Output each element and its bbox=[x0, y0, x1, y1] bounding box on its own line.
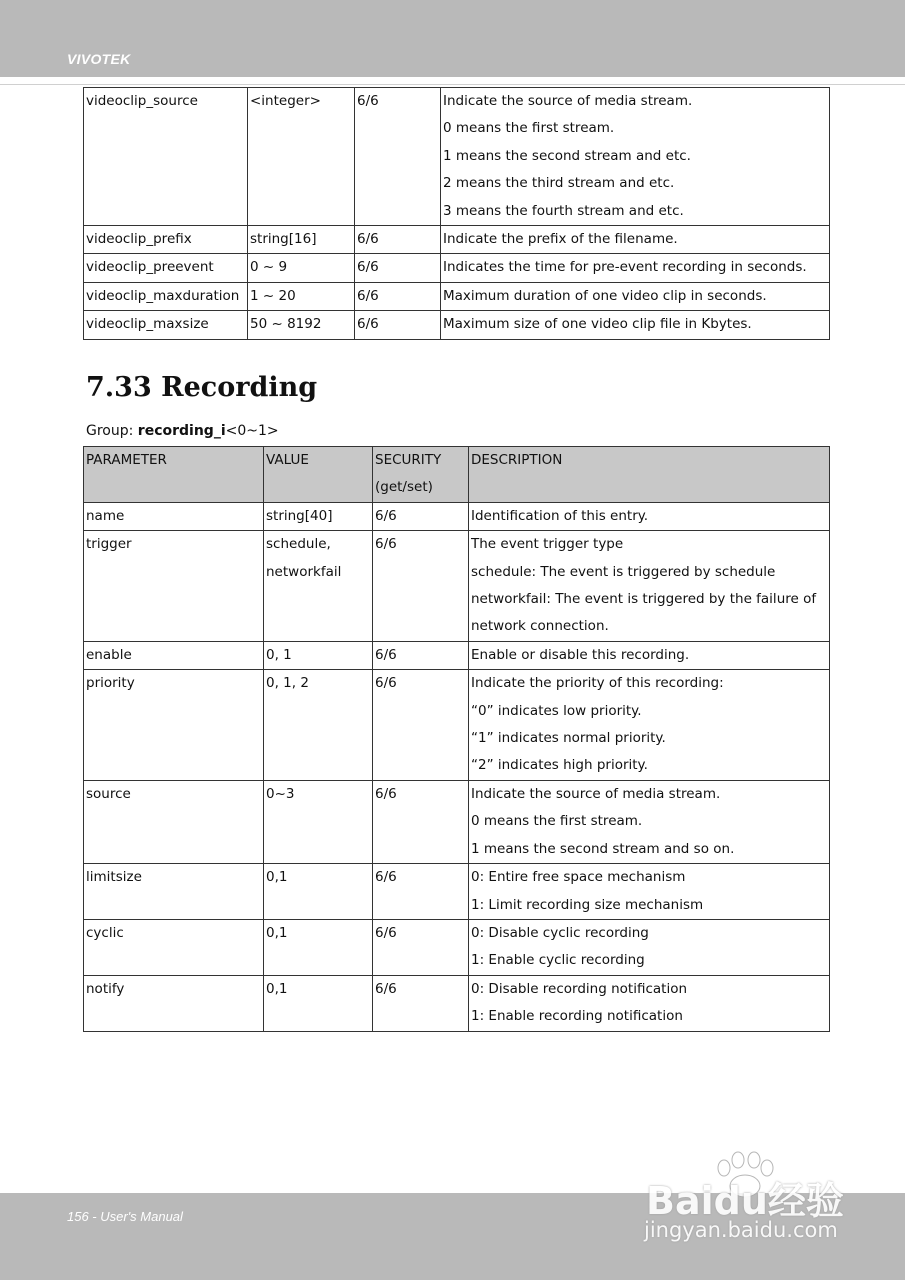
description-text: 0 means the first stream. bbox=[471, 813, 643, 830]
table-row bbox=[84, 531, 830, 642]
security-cell bbox=[373, 502, 469, 530]
table-row bbox=[84, 670, 830, 781]
watermark bbox=[640, 1150, 860, 1250]
description-cell bbox=[469, 780, 830, 863]
security-text: 6/6 bbox=[375, 536, 397, 553]
description-cell bbox=[441, 226, 830, 254]
description-text: 1: Enable recording notification bbox=[471, 1008, 683, 1025]
description-text: Enable or disable this recording. bbox=[471, 646, 690, 663]
description-text: Indicate the source of media stream. bbox=[471, 785, 721, 802]
security-text: 6/6 bbox=[375, 869, 397, 886]
description-text: Indicates the time for pre-event recording in seconds. bbox=[443, 259, 807, 276]
header-bar bbox=[0, 0, 905, 77]
value-text: 0,1 bbox=[266, 924, 288, 941]
parameter-cell bbox=[84, 919, 264, 975]
security-cell bbox=[373, 919, 469, 975]
description-text: 0 means the first stream. bbox=[443, 120, 615, 137]
parameter-cell bbox=[84, 502, 264, 530]
security-text: 6/6 bbox=[375, 924, 397, 941]
table-row bbox=[84, 641, 830, 669]
value-cell bbox=[248, 88, 355, 226]
parameter-text: notify bbox=[86, 980, 125, 997]
parameter-cell bbox=[84, 641, 264, 669]
header-divider bbox=[0, 84, 905, 85]
security-text: 6/6 bbox=[357, 316, 379, 333]
security-cell bbox=[373, 531, 469, 642]
security-cell bbox=[355, 282, 441, 310]
parameter-cell bbox=[84, 531, 264, 642]
parameter-cell bbox=[84, 670, 264, 781]
table-row bbox=[84, 254, 830, 282]
value-cell bbox=[248, 311, 355, 339]
header-description: DESCRIPTION bbox=[469, 447, 830, 503]
description-text: Indicate the prefix of the filename. bbox=[443, 231, 678, 248]
value-cell bbox=[264, 641, 373, 669]
brand-logo: VIVOTEK bbox=[67, 51, 131, 67]
value-cell bbox=[264, 531, 373, 642]
parameter-text: cyclic bbox=[86, 924, 124, 941]
value-text: networkfail bbox=[266, 563, 342, 580]
description-text: schedule: The event is triggered by schedule bbox=[471, 563, 776, 580]
description-text: Indicate the priority of this recording: bbox=[471, 675, 724, 692]
value-text: schedule, bbox=[266, 536, 331, 553]
description-cell bbox=[441, 88, 830, 226]
value-text: 0~3 bbox=[266, 785, 295, 802]
value-cell bbox=[264, 780, 373, 863]
description-text: 0: Disable recording notification bbox=[471, 980, 688, 997]
description-text: 1: Limit recording size mechanism bbox=[471, 896, 704, 913]
value-text: 0, 1, 2 bbox=[266, 675, 309, 692]
security-text: 6/6 bbox=[375, 675, 397, 692]
description-cell bbox=[469, 670, 830, 781]
description-cell bbox=[469, 641, 830, 669]
parameter-text: videoclip_maxsize bbox=[86, 316, 209, 333]
security-cell bbox=[373, 780, 469, 863]
security-text: 6/6 bbox=[357, 287, 379, 304]
description-cell bbox=[441, 254, 830, 282]
watermark-url: jingyan.baidu.com bbox=[644, 1218, 838, 1242]
parameter-text: videoclip_preevent bbox=[86, 259, 214, 276]
value-cell bbox=[248, 254, 355, 282]
description-text: “2” indicates high priority. bbox=[471, 757, 648, 774]
value-text: 50 ~ 8192 bbox=[250, 316, 322, 333]
value-cell bbox=[248, 226, 355, 254]
description-text: 1: Enable cyclic recording bbox=[471, 952, 645, 969]
table-row bbox=[84, 975, 830, 1031]
description-text: Maximum size of one video clip file in Kbytes. bbox=[443, 316, 752, 333]
description-text: 3 means the fourth stream and etc. bbox=[443, 202, 684, 219]
security-text: 6/6 bbox=[357, 231, 379, 248]
description-text: 1 means the second stream and etc. bbox=[443, 147, 691, 164]
parameter-text: source bbox=[86, 785, 131, 802]
security-text: 6/6 bbox=[375, 507, 397, 524]
description-cell bbox=[469, 975, 830, 1031]
value-text: <integer> bbox=[250, 93, 321, 109]
description-text: 1 means the second stream and so on. bbox=[471, 840, 735, 857]
value-text: 0,1 bbox=[266, 869, 288, 886]
parameter-cell bbox=[84, 975, 264, 1031]
header-security: SECURITY (get/set) bbox=[373, 447, 469, 503]
security-cell bbox=[355, 311, 441, 339]
security-cell bbox=[373, 864, 469, 920]
parameter-cell bbox=[84, 780, 264, 863]
watermark-brand: Baidu经验 bbox=[646, 1179, 844, 1223]
recording-table bbox=[83, 446, 830, 1032]
parameter-cell bbox=[84, 88, 248, 226]
value-cell bbox=[264, 670, 373, 781]
table-row bbox=[84, 282, 830, 310]
description-text: networkfail: The event is triggered by the failure of bbox=[471, 591, 817, 608]
parameter-text: priority bbox=[86, 675, 135, 692]
security-text: 6/6 bbox=[375, 785, 397, 802]
description-text: Maximum duration of one video clip in seconds. bbox=[443, 287, 767, 304]
value-text: string[16] bbox=[250, 231, 317, 248]
security-text: 6/6 bbox=[375, 980, 397, 997]
security-cell bbox=[355, 88, 441, 226]
description-cell bbox=[469, 919, 830, 975]
videoclip-table bbox=[83, 87, 830, 340]
table-row bbox=[84, 88, 830, 226]
security-cell bbox=[355, 254, 441, 282]
description-text: Indicate the source of media stream. bbox=[443, 93, 693, 109]
table-row bbox=[84, 919, 830, 975]
parameter-cell bbox=[84, 254, 248, 282]
table-row bbox=[84, 864, 830, 920]
value-cell bbox=[264, 919, 373, 975]
parameter-text: videoclip_source bbox=[86, 93, 198, 109]
table-row bbox=[84, 780, 830, 863]
value-text: 0 ~ 9 bbox=[250, 259, 288, 276]
parameter-cell bbox=[84, 226, 248, 254]
parameter-text: videoclip_prefix bbox=[86, 231, 192, 248]
description-cell bbox=[469, 531, 830, 642]
description-text: “1” indicates normal priority. bbox=[471, 730, 666, 747]
security-cell bbox=[373, 975, 469, 1031]
description-cell bbox=[441, 311, 830, 339]
value-text: 0,1 bbox=[266, 980, 288, 997]
description-cell bbox=[469, 864, 830, 920]
group-line bbox=[86, 423, 279, 439]
parameter-text: name bbox=[86, 507, 125, 524]
description-text: 2 means the third stream and etc. bbox=[443, 175, 675, 192]
parameter-cell bbox=[84, 311, 248, 339]
value-cell bbox=[264, 975, 373, 1031]
parameter-text: videoclip_maxduration bbox=[86, 287, 240, 304]
description-cell bbox=[441, 282, 830, 310]
parameter-text: enable bbox=[86, 646, 132, 663]
description-text: Identification of this entry. bbox=[471, 507, 649, 524]
group-suffix: <0~1> bbox=[225, 423, 279, 439]
section-title: 7.33 Recording bbox=[86, 372, 318, 403]
security-text: 6/6 bbox=[357, 93, 379, 109]
description-text: 0: Entire free space mechanism bbox=[471, 869, 686, 886]
parameter-text: limitsize bbox=[86, 869, 142, 886]
description-cell bbox=[469, 502, 830, 530]
security-cell bbox=[373, 670, 469, 781]
description-text: “0” indicates low priority. bbox=[471, 702, 642, 719]
header-value: VALUE bbox=[264, 447, 373, 503]
parameter-cell bbox=[84, 864, 264, 920]
value-cell bbox=[264, 864, 373, 920]
security-cell bbox=[373, 641, 469, 669]
table-row bbox=[84, 226, 830, 254]
value-text: string[40] bbox=[266, 507, 333, 524]
security-text: 6/6 bbox=[375, 646, 397, 663]
table-row bbox=[84, 502, 830, 530]
table-header-row bbox=[84, 447, 830, 503]
value-text: 1 ~ 20 bbox=[250, 287, 296, 304]
description-text: The event trigger type bbox=[471, 536, 624, 553]
parameter-cell bbox=[84, 282, 248, 310]
value-cell bbox=[248, 282, 355, 310]
header-parameter: PARAMETER bbox=[84, 447, 264, 503]
security-cell bbox=[355, 226, 441, 254]
security-text: 6/6 bbox=[357, 259, 379, 276]
group-prefix: Group: bbox=[86, 423, 138, 439]
table-row bbox=[84, 311, 830, 339]
value-text: 0, 1 bbox=[266, 646, 292, 663]
group-name: recording_i bbox=[137, 423, 226, 439]
parameter-text: trigger bbox=[86, 536, 132, 553]
page-number: 156 - User's Manual bbox=[67, 1209, 183, 1224]
description-text: network connection. bbox=[471, 618, 609, 635]
description-text: 0: Disable cyclic recording bbox=[471, 924, 649, 941]
value-cell bbox=[264, 502, 373, 530]
